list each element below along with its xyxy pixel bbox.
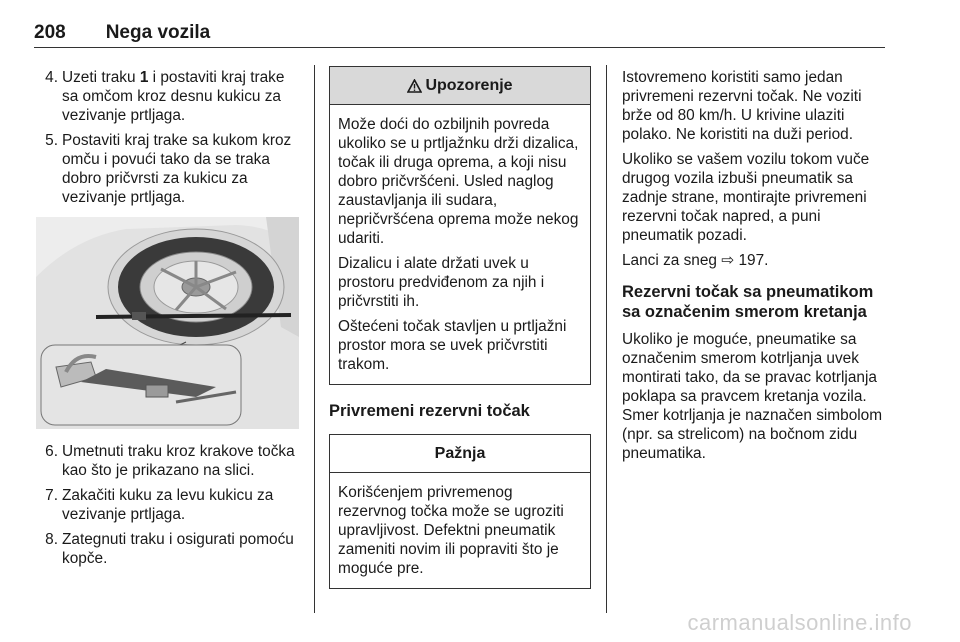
- page-header: [34, 22, 210, 44]
- paragraph: Ukoliko se vašem vozilu tokom vuče drugog vozila izbuši pneumatik sa zadnje strane, montirajte privremeni rezervni točak napred, a puni pneumatik pozadi.: [622, 151, 870, 244]
- warning-header: [330, 67, 590, 105]
- header-rule: [34, 47, 885, 48]
- paragraph: Istovremeno koristiti samo jedan privremeni rezervni točak. Ne voziti brže od 80 km/h. U krivine ulaziti polako. Ne koristiti na duži period.: [622, 69, 862, 143]
- step-7: 7. Zakačiti kuku za levu kukicu za vezivanje prtljaga.: [45, 487, 274, 523]
- page-number: 208: [34, 22, 66, 43]
- notice-box: [329, 434, 591, 589]
- column-divider-1: [314, 65, 315, 613]
- warning-paragraph: Dizalicu i alate držati uvek u prostoru predviđenom za njih i pričvrstiti ih.: [338, 255, 545, 310]
- warning-triangle-icon: [407, 79, 422, 93]
- warning-box: [329, 66, 591, 385]
- warning-paragraph: Oštećeni točak stavljen u prtljažni prostor mora se uvek pričvrstiti trakom.: [338, 318, 567, 373]
- page-reference-arrow-icon: ⇨: [721, 252, 735, 269]
- step-4: 4. Uzeti traku 1 i postaviti kraj trake sa omčom kroz desnu kukicu za vezivanje prtljaga.: [45, 69, 285, 124]
- warning-paragraph: Može doći do ozbiljnih povreda ukoliko se u prtljažnku drži dizalica, točak ili druga oprema, a koji nisu dobro pričvršćeni. Usled naglog zaustavljanja ili sudara, nepričvršćena oprema može nekog udariti.: [338, 116, 579, 247]
- warning-title: Upozorenje: [425, 77, 513, 94]
- paragraph: Ukoliko je moguće, pneumatike sa označenim smerom kotrljanja uvek montirati tako, da se pravac kotrljanja poklapa sa pravcem kretanja vozila. Smer kotrljanja je naznačen simbolom (npr. sa strelicom) na bočnom zidu pneumatika.: [622, 331, 883, 462]
- notice-header: [330, 435, 590, 473]
- page-title: Nega vozila: [105, 22, 211, 43]
- section-heading-temporary-spare: Privremeni rezervni točak: [329, 402, 530, 420]
- column-divider-2: [606, 65, 607, 613]
- spare-wheel-illustration: [36, 217, 299, 429]
- column-2: [329, 66, 591, 589]
- notice-paragraph: Korišćenjem privremenog rezervnog točka može se ugroziti upravljivost. Defektni pneumatik zameniti novim ili popraviti što je moguće pre.: [338, 484, 564, 577]
- section-heading-directional-tyre: Rezervni točak sa pneumatikom sa označenim smerom kretanja: [622, 283, 874, 321]
- spare-wheel-drawing: [36, 217, 299, 429]
- column-3: [622, 68, 890, 469]
- notice-body: [330, 473, 590, 588]
- snow-chains-reference: Lanci za sneg ⇨ 197.: [622, 252, 769, 269]
- notice-title: Pažnja: [434, 445, 486, 462]
- column-1: [36, 68, 300, 574]
- step-8: 8. Zategnuti traku i osigurati pomoću kopče.: [45, 531, 294, 567]
- warning-body: [330, 105, 590, 384]
- watermark: carmanualsonline.info: [687, 610, 912, 635]
- step-6: 6. Umetnuti traku kroz krakove točka kao što je prikazano na slici.: [45, 443, 295, 479]
- step-5: 5. Postaviti kraj trake sa kukom kroz omču i povući tako da se traka dobro pričvrsti za kukicu za vezivanje prtljaga.: [45, 132, 292, 206]
